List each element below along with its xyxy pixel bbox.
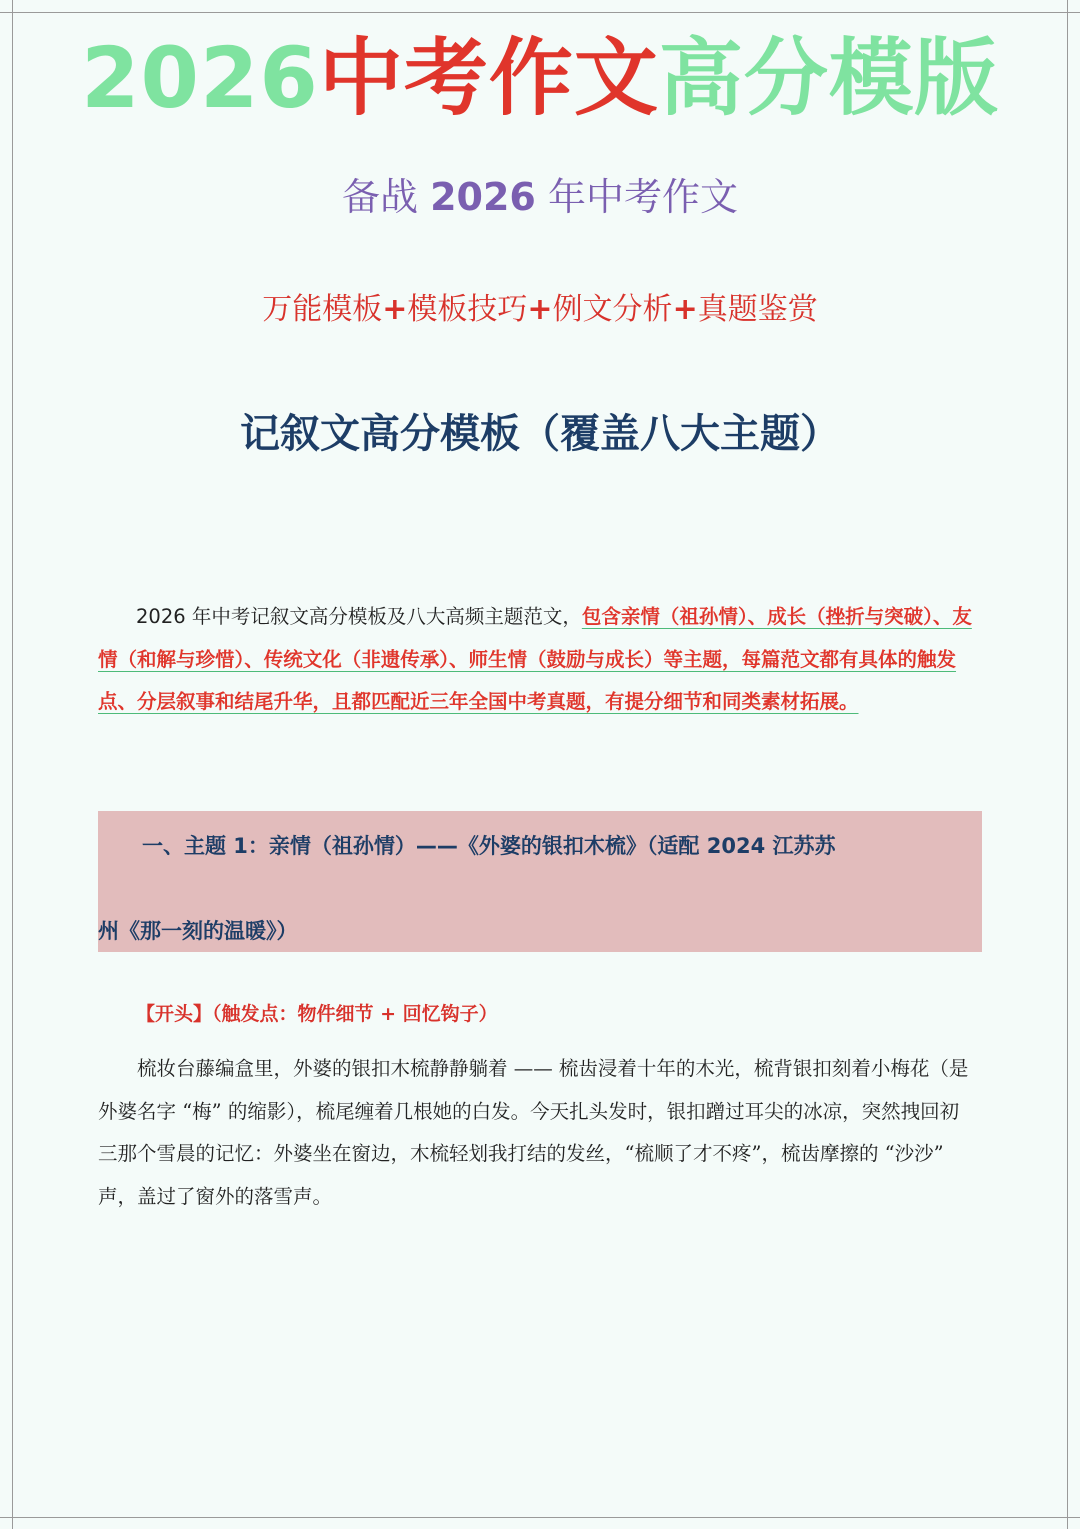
title-high-score-template: 高分模版 bbox=[658, 29, 999, 127]
subtitle bbox=[0, 172, 1080, 222]
tagline bbox=[0, 288, 1080, 332]
tagline-item: 例文分析 bbox=[552, 292, 673, 327]
tagline-item: 万能模板 bbox=[262, 292, 383, 327]
frame-bottom-line bbox=[0, 1517, 1080, 1518]
opening-label: 【开头】（触发点：物件细节 + 回忆钩子） bbox=[136, 1003, 498, 1025]
opening-paragraph: 梳妆台藤编盒里，外婆的银扣木梳静静躺着 —— 梳齿浸着十年的木光，梳背银扣刻着小梅花（是外婆名字 “梅” 的缩影），梳尾缠着几根她的白发。今天扎头发时，银扣蹭过耳尖的冰凉，突然拽回初三那个雪晨的记忆：外婆坐在窗边，木梳轻划我打结的发丝，“梳顺了才不疼”，梳齿摩擦的 “沙沙” 声，盖过了窗外的落雪声。 bbox=[98, 1057, 969, 1208]
intro-plain-text: 2026 年中考记叙文高分模板及八大高频主题范文， bbox=[136, 605, 582, 628]
theme-1-title-line2: 州《那一刻的温暖》） bbox=[98, 919, 298, 943]
tagline-item: 真题鉴赏 bbox=[697, 292, 818, 327]
plus-icon: + bbox=[527, 292, 553, 327]
theme-1-banner bbox=[98, 811, 982, 952]
title-exam-essay: 中考作文 bbox=[318, 29, 659, 127]
plus-icon: + bbox=[382, 292, 408, 327]
subtitle-prefix: 备战 bbox=[342, 175, 431, 219]
frame-right-line bbox=[1067, 0, 1068, 1529]
subtitle-suffix: 年中考作文 bbox=[535, 175, 738, 219]
frame-top-line bbox=[0, 12, 1080, 13]
title-year: 2026 bbox=[81, 29, 319, 127]
section-heading: 记叙文高分模板（覆盖八大主题） bbox=[240, 411, 840, 457]
page-title bbox=[0, 28, 1080, 128]
tagline-item: 模板技巧 bbox=[407, 292, 528, 327]
theme-1-title-line1: 一、主题 1：亲情（祖孙情）——《外婆的银扣木梳》（适配 2024 江苏苏 bbox=[142, 834, 836, 858]
plus-icon: + bbox=[672, 292, 698, 327]
subtitle-year: 2026 bbox=[430, 175, 536, 219]
intro-paragraph bbox=[98, 596, 978, 724]
frame-left-line bbox=[12, 0, 13, 1529]
intro-highlight-text: 包含亲情（祖孙情）、成长（挫折与突破）、友情（和解与珍惜）、传统文化（非遗传承）、师生情（鼓励与成长）等主题，每篇范文都有具体的触发点、分层叙事和结尾升华，且都匹配近三年全国中考真题，有提分细节和同类素材拓展。 bbox=[98, 605, 972, 713]
